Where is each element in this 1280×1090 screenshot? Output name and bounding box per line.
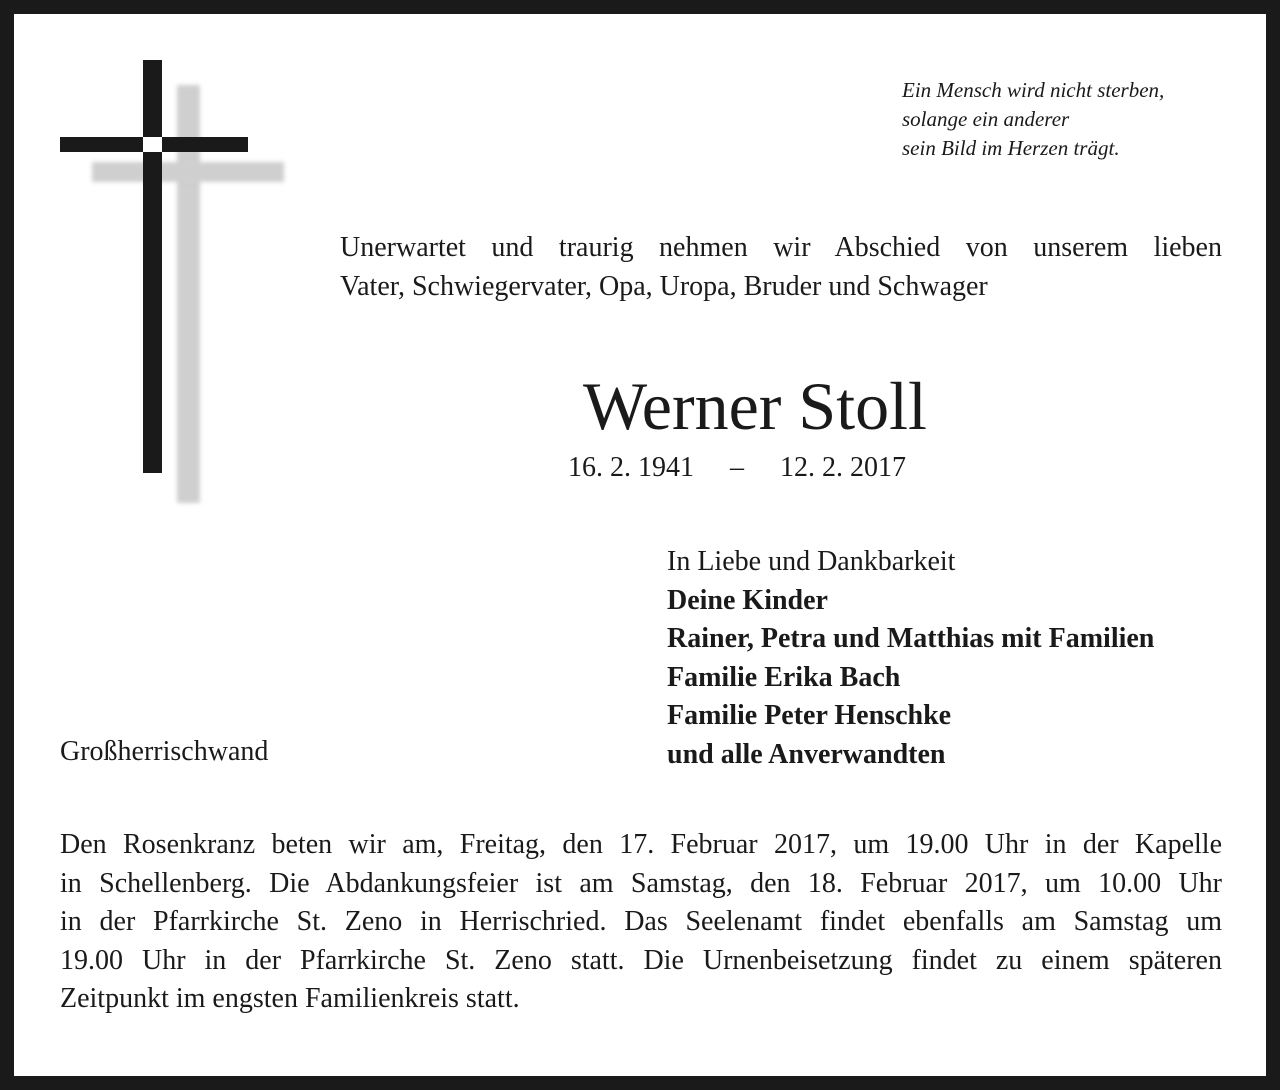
mourner-entry: Familie Peter Henschke [667,700,952,731]
place-name: Großherrischwand [60,736,269,767]
intro-line: Vater, Schwiegervater, Opa, Uropa, Bruder und Schwager [340,271,988,302]
date-separator: – [730,452,744,483]
quote-line: solange ein anderer [902,107,1070,131]
intro-line: Unerwartet und traurig nehmen wir Abschied von unserem lieben [340,232,1222,263]
notice-line: in Schellenberg. Die Abdankungsfeier ist am Samstag, den 18. Februar 2017, um 10.00 Uhr [60,867,1222,899]
quote-line: sein Bild im Herzen trägt. [902,136,1120,160]
memorial-quote [902,76,1164,163]
mourners-intro: In Liebe und Dankbarkeit [667,546,956,577]
death-date: 12. 2. 2017 [780,452,906,483]
service-notice [60,826,1222,1019]
mourners-list [667,543,1154,774]
life-dates [568,449,906,487]
mourner-entry: Familie Erika Bach [667,661,901,693]
notice-line: Den Rosenkranz beten wir am, Freitag, den 17. Februar 2017, um 19.00 Uhr in der Kapelle [60,829,1222,860]
notice-line: in der Pfarrkirche St. Zeno in Herrischried. Das Seelenamt findet ebenfalls am Samstag um [60,906,1222,937]
quote-line: Ein Mensch wird nicht sterben, [902,78,1165,102]
mourner-entry: Rainer, Petra und Matthias mit Familien [667,623,1155,654]
mourner-entry: und alle Anverwandten [667,738,946,770]
notice-line: Zeitpunkt im engsten Familienkreis statt. [60,983,520,1014]
intro-text [340,228,1222,306]
deceased-name: Werner Stoll [583,368,927,444]
notice-line: 19.00 Uhr in der Pfarrkirche St. Zeno statt. Die Urnenbeisetzung findet zu einem späteren [60,944,1222,976]
birth-date: 16. 2. 1941 [568,452,694,483]
mourner-entry: Deine Kinder [667,584,828,616]
